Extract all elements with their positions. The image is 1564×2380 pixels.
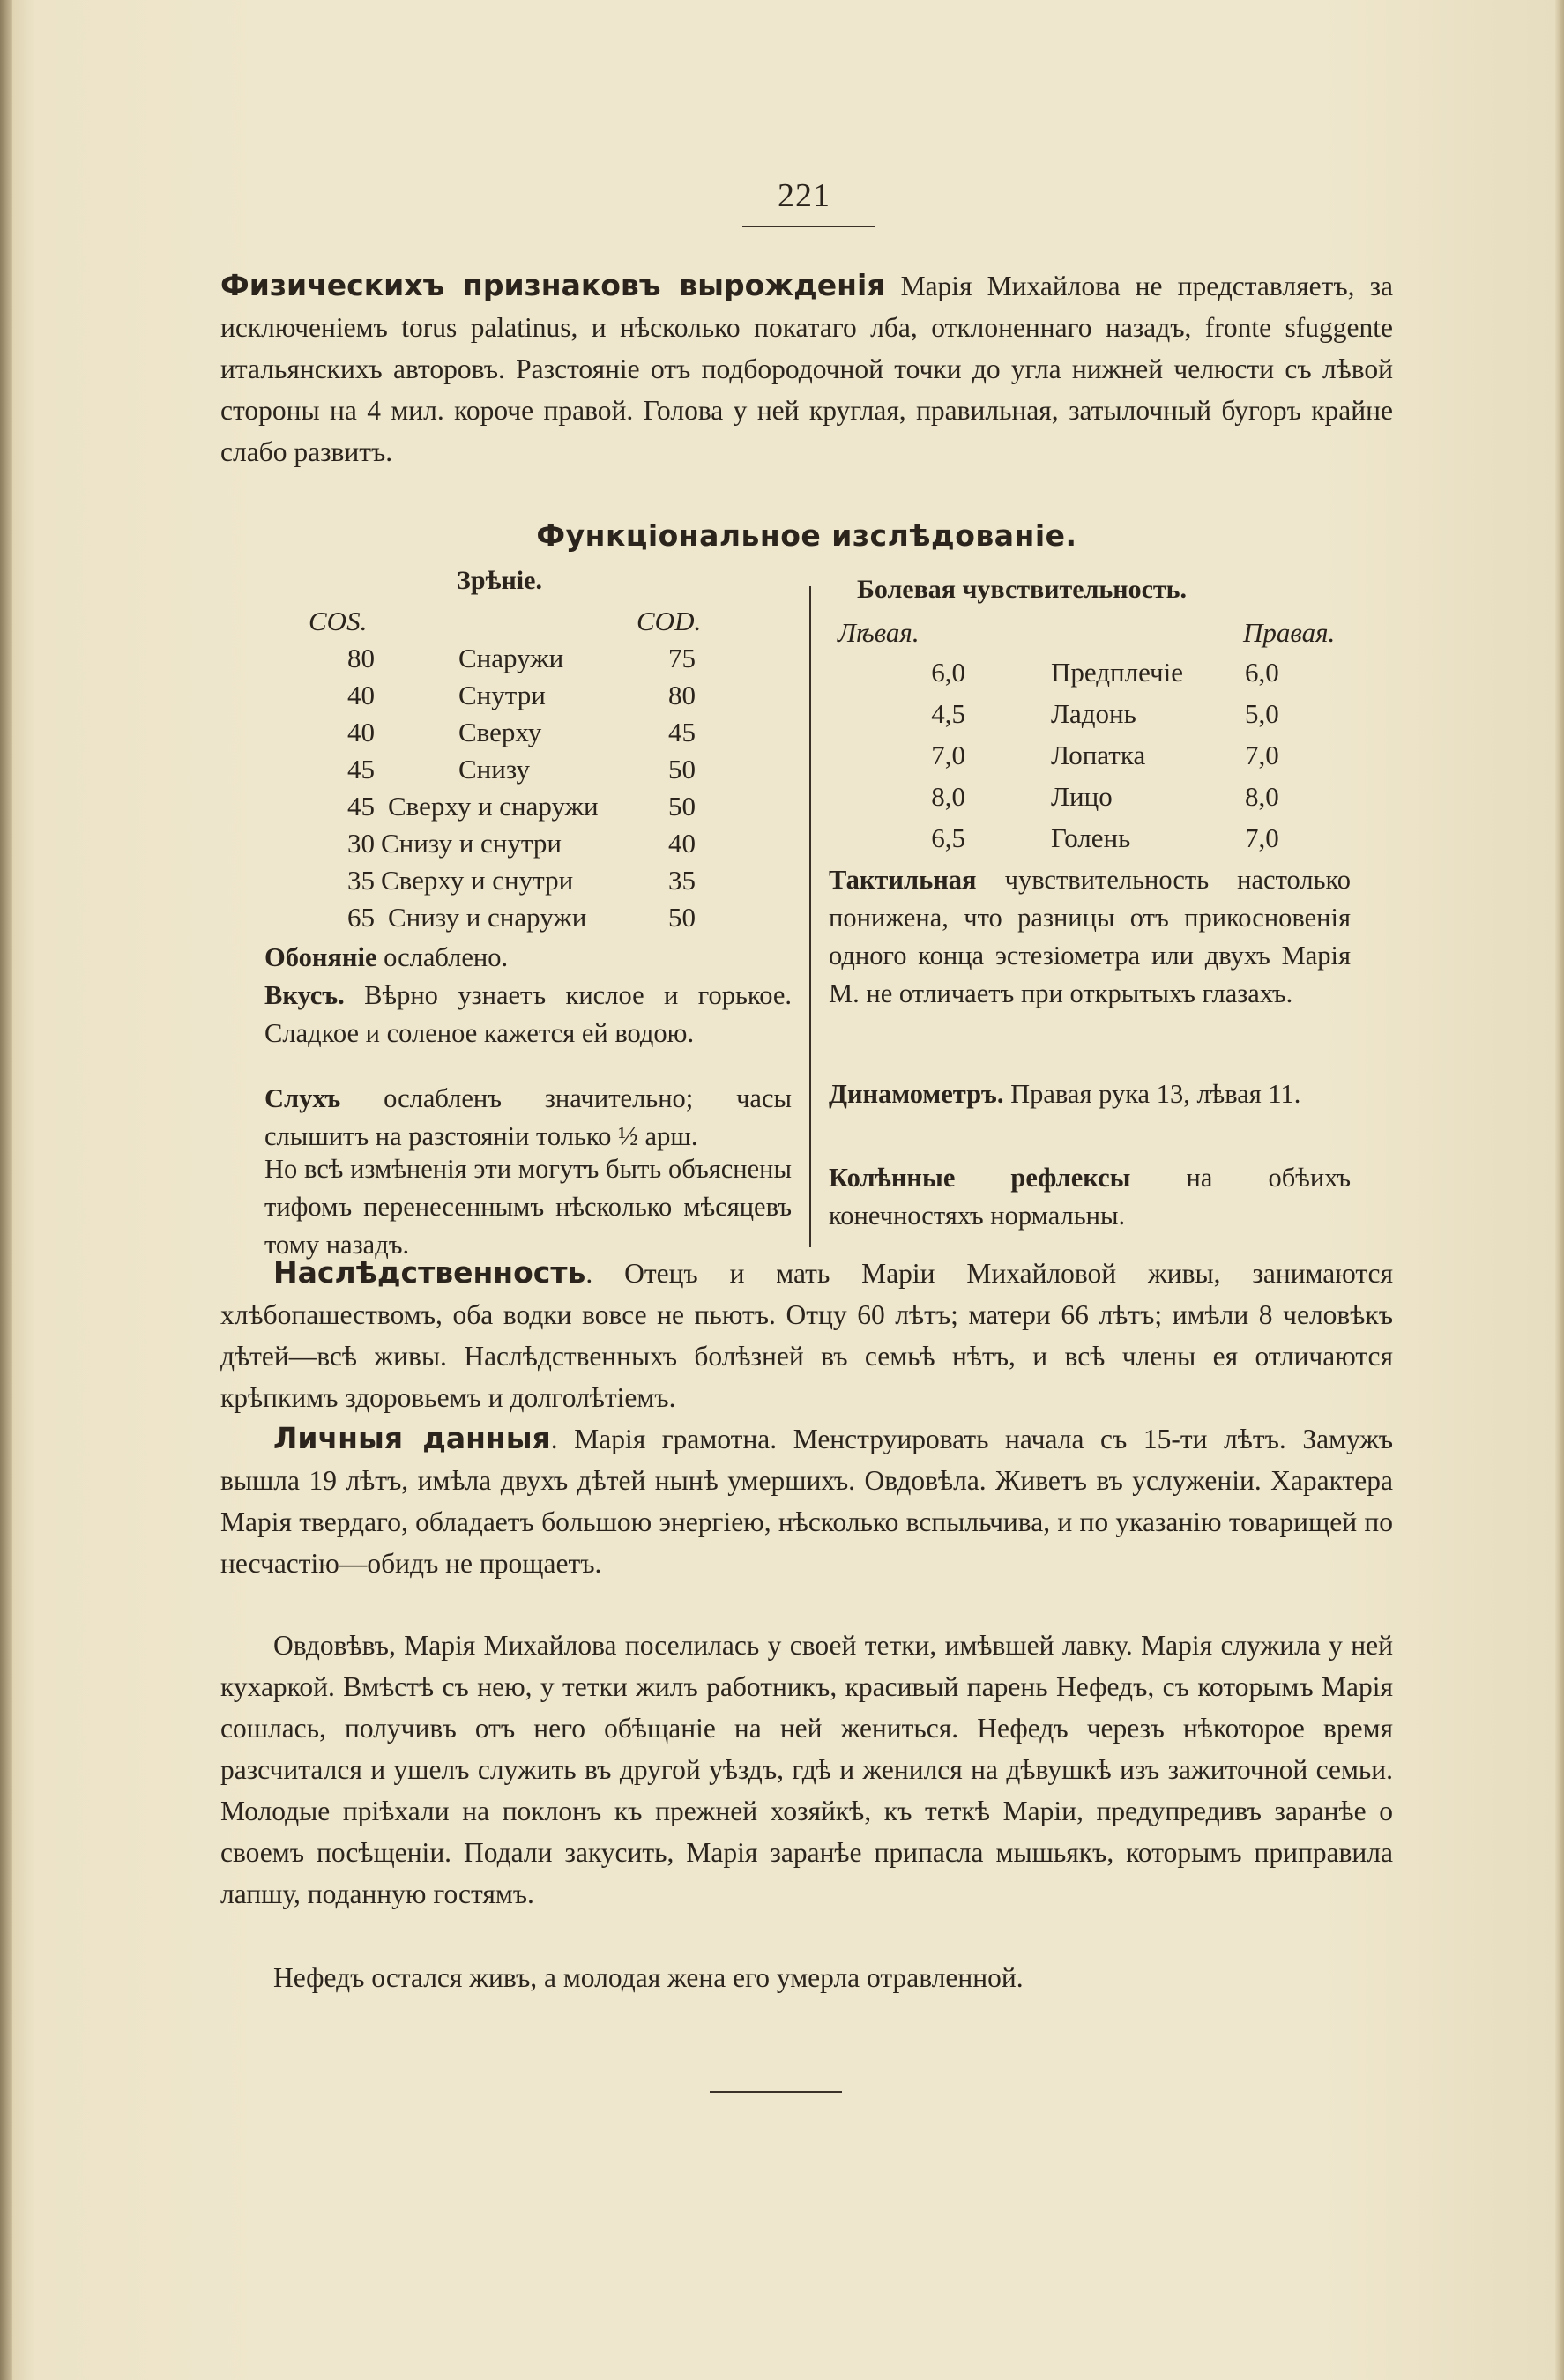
page-number: 221 [778,177,830,214]
vision-row-right-value: 50 [668,754,696,785]
personal-heading: Личныя данныя [273,1421,551,1455]
vision-row-right-value: 50 [668,902,696,933]
reflex-text: на обѣихъ конечностяхъ нормальны. [829,1163,1351,1231]
vision-row-left-value: 80 [347,643,375,673]
personal-text: . Марія грамотна. Менструировать начала съ 15-ти лѣтъ. Замужъ вышла 19 лѣтъ, имѣла двухъ дѣтей нынѣ умершихъ. Овдовѣла. Живетъ въ услуженіи. Характера Марія твердаго, обладаетъ большою энергіею, нѣсколько вспыльчива, и по указанію товарищей по несчастію—обидъ не прощаетъ. [220,1424,1394,1579]
vision-row-label: Снизу и снаружи [388,902,587,933]
page-left-edge [0,0,12,2380]
smell-text: ослаблено. [376,942,509,972]
intro-text: Марія Михайлова не представляетъ, за исключеніемъ torus palatinus, и нѣсколько покатаго лба, отклоненнаго назадъ, fronte sfuggente итальянскихъ авторовъ. Разстояніе отъ подбородочной точки до угла нижней челюсти съ лѣвой стороны на 4 мил. короче правой. Голова у ней круглая, правильная, затылочный бугоръ крайне слабо развитъ. [220,271,1393,467]
column-divider [809,586,811,1247]
vision-row-right-value: 35 [668,865,696,896]
vision-row-label: Снизу и снутри [381,828,562,859]
vision-row-label: Снизу [458,754,530,785]
summary-note [264,1150,792,1264]
intro-heading: Физическихъ признаковъ вырожденія [220,268,886,302]
taste-heading: Вкусъ. [264,980,345,1010]
vision-row-label: Сверху [458,717,542,747]
pain-row-label: Предплечіе [1051,657,1184,688]
intro-paragraph [220,264,1393,472]
vision-row-label: Снаружи [458,643,564,673]
end-rule [710,2091,842,2093]
vision-title: Зрѣніе. [457,566,542,595]
vision-row-right-value: 40 [668,828,696,859]
dynamometer-heading: Динамометръ. [829,1079,1004,1109]
pain-row-right-value: 5,0 [1245,698,1279,729]
vision-row-right-value: 75 [668,643,696,673]
vision-row-left-value: 45 [347,791,375,822]
taste-note [264,977,792,1052]
reflex-heading: Колѣнные рефлексы [829,1163,1131,1193]
vision-row-left-value: 40 [347,717,375,747]
hearing-text: ослабленъ значительно; часы слышитъ на разстояніи только ½ арш. [264,1083,792,1151]
summary-text: Но всѣ измѣненія эти могутъ быть объяснены тифомъ перенесеннымъ нѣсколько мѣсяцевъ тому назадъ. [264,1154,792,1260]
pain-left-header: Лѣвая. [838,617,920,648]
pain-row-label: Голень [1051,822,1131,853]
vision-row-label: Сверху и снутри [381,865,574,896]
reflex-note [829,1159,1351,1235]
pain-row-left-value: 6,0 [931,657,965,688]
pain-row-right-value: 7,0 [1245,740,1279,770]
vision-row-right-value: 80 [668,680,696,710]
pain-row-label: Ладонь [1051,698,1136,729]
pain-row-left-value: 6,5 [931,822,965,853]
pain-row-label: Лопатка [1051,740,1146,770]
ending-paragraph: Нефедъ остался живъ, а молодая жена его умерла отравленной. [273,1962,1024,1993]
vision-right-header: COD. [637,606,702,636]
vision-row-left-value: 35 [347,865,375,896]
heredity-paragraph [220,1252,1393,1418]
pain-row-left-value: 7,0 [931,740,965,770]
vision-row-right-value: 45 [668,717,696,747]
vision-row-left-value: 65 [347,902,375,933]
pain-row-label: Лицо [1051,781,1113,812]
pain-row-right-value: 7,0 [1245,822,1279,853]
vision-left-header: COS. [309,606,368,636]
pain-right-header: Правая. [1243,617,1336,648]
vision-row-label: Снутри [458,680,546,710]
hearing-heading: Слухъ [264,1083,341,1113]
pain-row-right-value: 8,0 [1245,781,1279,812]
vision-row-left-value: 45 [347,754,375,785]
pain-row-left-value: 4,5 [931,698,965,729]
hearing-note [264,1080,792,1156]
pain-title: Болевая чувствительность. [857,575,1187,604]
vision-row-label: Сверху и снаружи [388,791,599,822]
section-title: Функціональное изслѣдованіе. [536,518,1077,553]
tactile-note [829,861,1351,1013]
personal-paragraph [220,1417,1393,1584]
vision-row-left-value: 30 [347,828,375,859]
heredity-text: . Отецъ и мать Маріи Михайловой живы, занимаются хлѣбопашествомъ, оба водки вовсе не пьютъ. Отцу 60 лѣтъ; матери 66 лѣтъ; имѣли 8 человѣкъ дѣтей—всѣ живы. Наслѣдственныхъ болѣзней въ семьѣ нѣтъ, и всѣ члены ея отличаются крѣпкимъ здоровьемъ и долголѣтіемъ. [220,1258,1393,1413]
dynamometer-note [829,1075,1351,1113]
smell-heading: Обоняніе [264,942,377,972]
pain-row-right-value: 6,0 [1245,657,1279,688]
tactile-heading: Тактильная [829,865,977,895]
page-number-rule [742,226,875,227]
tactile-text: чувствительность настолько понижена, что разницы отъ прикосновенія одного конца эстезіометра или двухъ Марія М. не отличаетъ при открытыхъ глазахъ. [829,865,1351,1008]
dynamometer-text: Правая рука 13, лѣвая 11. [1003,1079,1301,1109]
story-paragraph: Овдовѣвъ, Марія Михайлова поселилась у своей тетки, имѣвшей лавку. Марія служила у ней кухаркой. Вмѣстѣ съ нею, у тетки жилъ работникъ, красивый парень Нефедъ, съ которымъ Марія сошлась, получивъ отъ него обѣщаніе на ней жениться. Нефедъ черезъ нѣкоторое время разсчитался и ушелъ служить въ другой уѣздъ, гдѣ и женился на дѣвушкѣ изъ зажиточной семьи. Молодые пріѣхали на поклонъ къ прежней хозяйкѣ, къ теткѣ Маріи, предупредивъ заранѣе о своемъ посѣщеніи. Подали закусить, Марія заранѣе припасла мышьякъ, которымъ приправила лапшу, поданную гостямъ. [220,1630,1393,1909]
page-right-edge [1555,0,1564,2380]
vision-row-right-value: 50 [668,791,696,822]
pain-row-left-value: 8,0 [931,781,965,812]
taste-text: Вѣрно узнаетъ кислое и горькое. Сладкое и соленое кажется ей водою. [264,980,792,1048]
vision-row-left-value: 40 [347,680,375,710]
heredity-heading: Наслѣдственность [273,1255,586,1290]
smell-note [264,939,792,977]
